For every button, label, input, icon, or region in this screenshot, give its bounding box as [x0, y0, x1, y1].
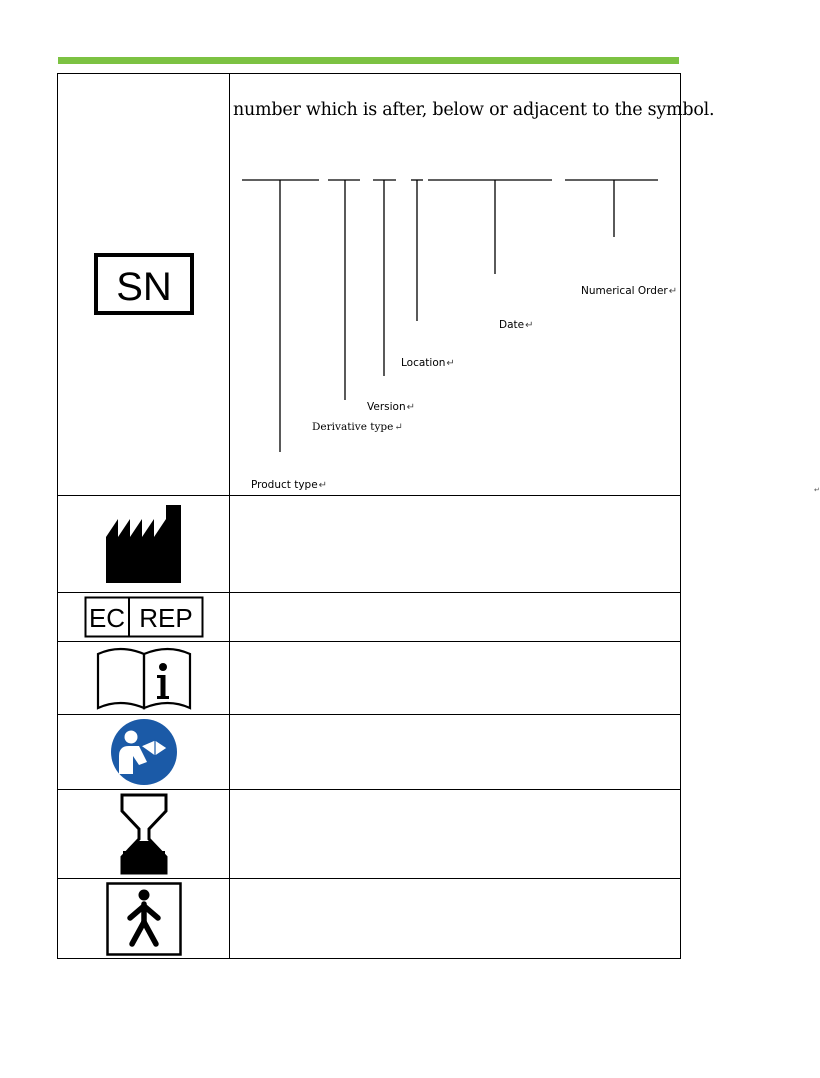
symbol-cell: [58, 642, 230, 715]
symbol-cell: [58, 496, 230, 593]
ec-text: EC: [88, 603, 125, 633]
sn-symbol-text: SN: [115, 264, 172, 309]
description-cell: [230, 715, 681, 790]
table-row: [58, 642, 681, 715]
description-cell: [230, 879, 681, 959]
symbols-table: [57, 73, 820, 959]
description-cell: [230, 593, 681, 642]
label-numerical-order: Numerical Order↵: [581, 285, 678, 297]
table-row: [58, 715, 681, 790]
consult-instructions-icon: [96, 646, 192, 710]
description-cell: [230, 496, 681, 593]
table-row: [58, 496, 681, 593]
serial-number-icon: [94, 253, 194, 317]
table-row: [58, 74, 681, 496]
table-row: [58, 593, 681, 642]
follow-instructions-manual-icon: [109, 718, 179, 786]
description-cell: [230, 74, 820, 496]
ec-rep-icon: [84, 596, 204, 638]
table-row: [58, 790, 681, 879]
rep-text: REP: [138, 603, 193, 633]
type-bf-applied-part-icon: [106, 882, 182, 956]
table-row: [58, 879, 681, 959]
symbol-cell: [58, 715, 230, 790]
stray-return-mark: ↵: [814, 486, 820, 494]
sn-intro-text: number which is after, below or adjacent to the symbol.: [233, 100, 715, 120]
symbol-cell: [58, 879, 230, 959]
header-accent-bar: [58, 57, 679, 64]
label-derivative-type: Derivative type↵: [312, 421, 403, 433]
description-cell: [230, 642, 681, 715]
label-date: Date↵: [499, 319, 534, 331]
label-product-type: Product type↵: [251, 479, 328, 491]
description-cell: [230, 790, 681, 879]
hourglass-icon: [119, 793, 169, 875]
label-location: Location↵: [401, 357, 455, 369]
symbol-cell: [58, 790, 230, 879]
symbol-cell: [58, 593, 230, 642]
manufacturer-factory-icon: [106, 505, 182, 583]
label-version: Version↵: [367, 401, 416, 413]
symbol-cell: [58, 74, 230, 496]
